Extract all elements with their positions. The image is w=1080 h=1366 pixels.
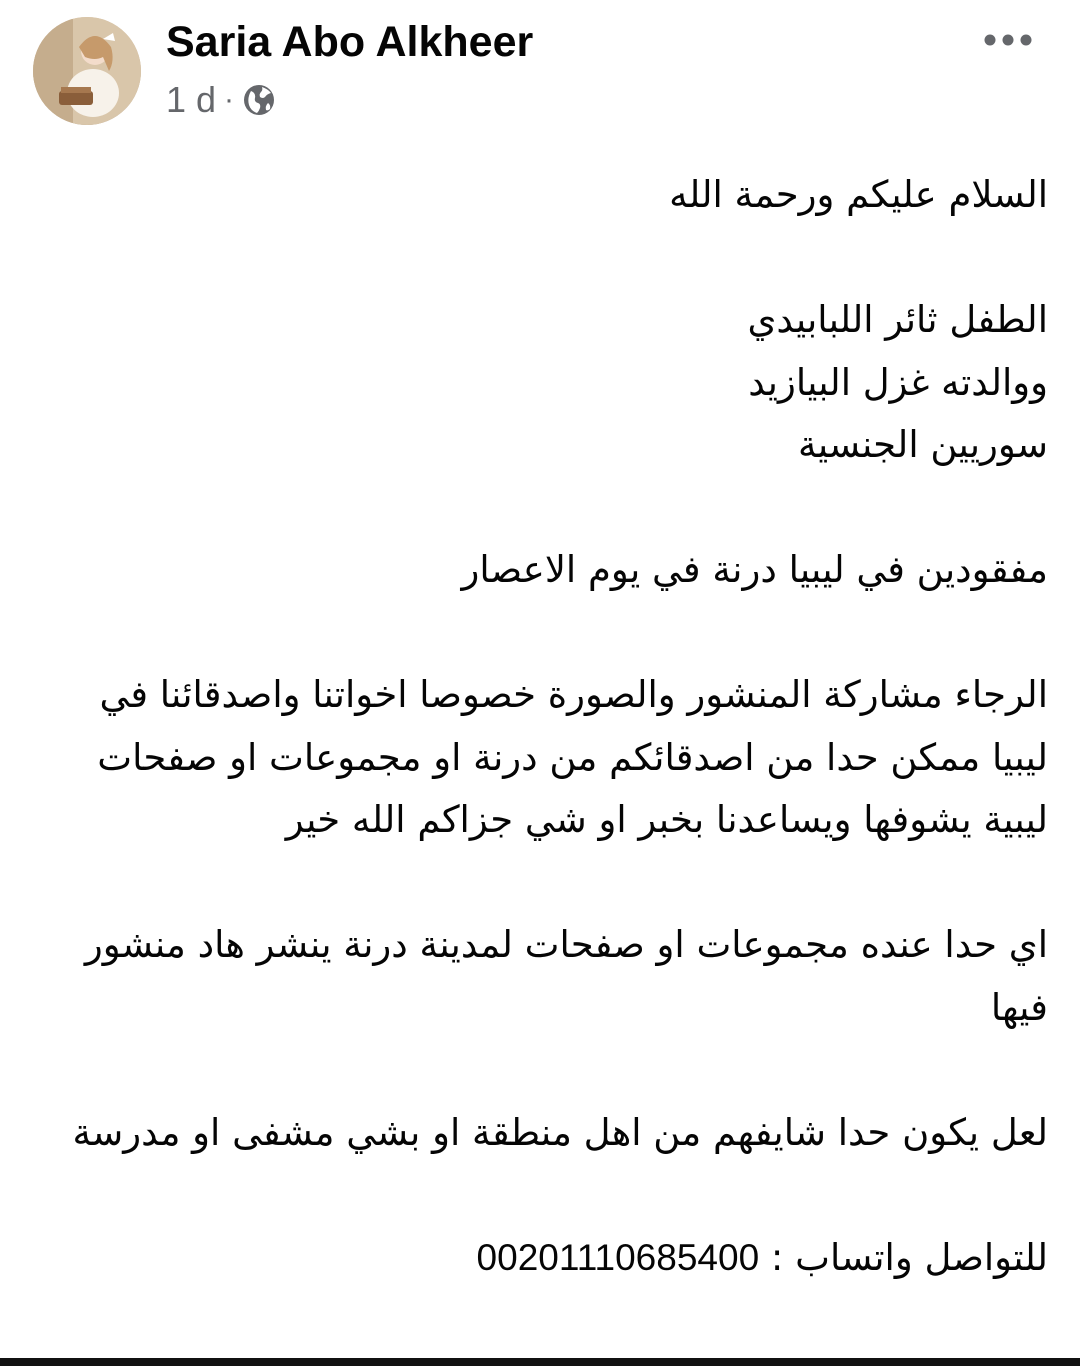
missing-text: مفقودين في ليبيا درنة في يوم الاعصار	[461, 548, 1048, 591]
post-meta	[166, 78, 276, 122]
author-name[interactable]: Saria Abo Alkheer	[166, 18, 534, 66]
contact-line	[60, 1227, 1048, 1290]
phone-number[interactable]: 00201110685400	[476, 1236, 760, 1278]
post-header	[0, 0, 1080, 140]
author-avatar[interactable]	[33, 17, 141, 125]
contact-label: للتواصل واتساب :	[770, 1235, 1048, 1279]
meta-separator: ·	[224, 83, 235, 116]
post-timestamp[interactable]: 1 d	[166, 79, 217, 120]
bottom-divider	[0, 1358, 1080, 1366]
nationality-text: سوريين الجنسية	[798, 423, 1048, 466]
more-options-icon[interactable]	[980, 20, 1036, 60]
share-request-text: الرجاء مشاركة المنشور والصورة خصوصا اخواتنا واصدقائنا في ليبيا ممكن حدا من اصدقائكم من درنة او مجموعات او صفحات ليبية يشوفها ويساعدنا بخبر او شي جزاكم الله خير	[97, 673, 1048, 841]
globe-icon	[242, 83, 276, 117]
groups-request-text: اي حدا عنده مجموعات او صفحات لمدينة درنة ينشر هاد منشور فيها	[84, 923, 1048, 1029]
post-body	[60, 164, 1048, 1289]
paragraph-gap	[60, 852, 1048, 915]
hope-text: لعل يكون حدا شايفهم من اهل منطقة او بشي مشفى او مدرسة	[72, 1110, 1048, 1154]
greeting-text: السلام عليكم ورحمة الله	[669, 173, 1048, 216]
paragraph-gap	[60, 1039, 1048, 1102]
mother-name-text: ووالدته غزل البيازيد	[748, 360, 1048, 404]
paragraph-gap	[60, 477, 1048, 540]
paragraph-gap	[60, 227, 1048, 290]
avatar-photo	[33, 17, 141, 125]
child-name-text: الطفل ثائر اللبابيدي	[747, 298, 1048, 341]
paragraph-gap	[60, 1164, 1048, 1227]
paragraph-gap	[60, 602, 1048, 665]
